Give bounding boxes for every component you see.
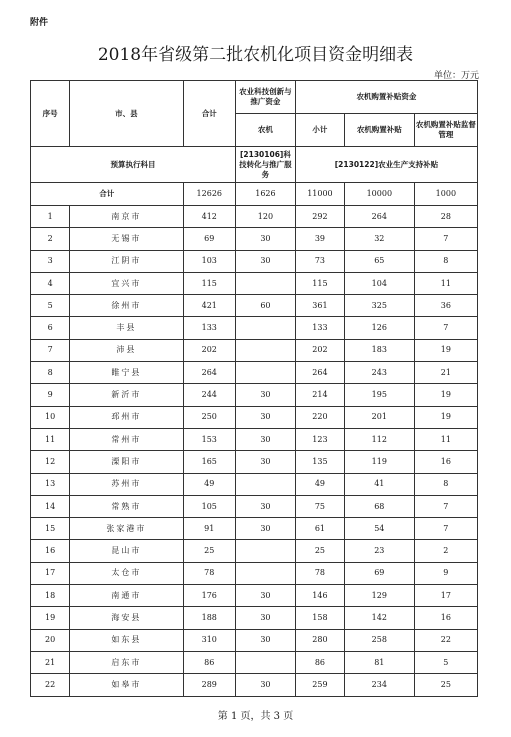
cell-seq: 4 [31, 272, 70, 294]
cell-supervision: 9 [414, 562, 477, 584]
cell-purchase: 23 [344, 540, 414, 562]
cell-seq: 5 [31, 295, 70, 317]
cell-tech: 30 [235, 250, 295, 272]
cell-supervision: 36 [414, 295, 477, 317]
cell-seq: 1 [31, 206, 70, 228]
cell-purchase: 104 [344, 272, 414, 294]
cell-city: 宜兴市 [70, 272, 183, 294]
cell-supervision: 8 [414, 473, 477, 495]
cell-supervision: 19 [414, 339, 477, 361]
table-row [31, 674, 478, 696]
tech-budget-subject: [2130106]科技转化与推广服务 [235, 147, 295, 183]
cell-total: 153 [183, 428, 235, 450]
cell-total: 86 [183, 651, 235, 673]
cell-seq: 20 [31, 629, 70, 651]
cell-subtotal: 292 [295, 206, 344, 228]
subsidy-budget-subject: [2130122]农业生产支持补贴 [295, 147, 477, 183]
cell-city: 南通市 [70, 585, 183, 607]
cell-total: 421 [183, 295, 235, 317]
cell-supervision: 21 [414, 362, 477, 384]
table-row [31, 607, 478, 629]
cell-purchase: 129 [344, 585, 414, 607]
cell-subtotal: 214 [295, 384, 344, 406]
cell-seq: 13 [31, 473, 70, 495]
cell-tech: 30 [235, 428, 295, 450]
cell-purchase: 183 [344, 339, 414, 361]
cell-tech [235, 272, 295, 294]
cell-subtotal: 280 [295, 629, 344, 651]
cell-total: 91 [183, 518, 235, 540]
cell-subtotal: 25 [295, 540, 344, 562]
cell-total: 49 [183, 473, 235, 495]
cell-tech: 30 [235, 607, 295, 629]
cell-purchase: 119 [344, 451, 414, 473]
cell-purchase: 258 [344, 629, 414, 651]
cell-tech [235, 651, 295, 673]
cell-purchase: 243 [344, 362, 414, 384]
header-subsidy-fund: 农机购置补贴资金 [295, 81, 477, 114]
cell-purchase: 68 [344, 495, 414, 517]
cell-tech: 30 [235, 451, 295, 473]
cell-supervision: 16 [414, 451, 477, 473]
table-row [31, 406, 478, 428]
cell-tech: 60 [235, 295, 295, 317]
cell-seq: 15 [31, 518, 70, 540]
cell-subtotal: 259 [295, 674, 344, 696]
cell-seq: 2 [31, 228, 70, 250]
cell-seq: 6 [31, 317, 70, 339]
total-tech: 1626 [235, 183, 295, 206]
cell-purchase: 264 [344, 206, 414, 228]
cell-seq: 19 [31, 607, 70, 629]
cell-tech [235, 339, 295, 361]
cell-city: 如皋市 [70, 674, 183, 696]
total-subtotal: 11000 [295, 183, 344, 206]
page-title: 2018年省级第二批农机化项目资金明细表 [97, 45, 414, 65]
table-row [31, 384, 478, 406]
cell-seq: 3 [31, 250, 70, 272]
header-city: 市、县 [70, 81, 183, 147]
cell-subtotal: 264 [295, 362, 344, 384]
cell-city: 睢宁县 [70, 362, 183, 384]
cell-subtotal: 220 [295, 406, 344, 428]
table-row [31, 295, 478, 317]
cell-purchase: 69 [344, 562, 414, 584]
cell-city: 如东县 [70, 629, 183, 651]
cell-tech: 120 [235, 206, 295, 228]
cell-subtotal: 202 [295, 339, 344, 361]
unit-label: 单位：万元 [433, 71, 479, 81]
cell-total: 25 [183, 540, 235, 562]
cell-city: 沛县 [70, 339, 183, 361]
cell-city: 南京市 [70, 206, 183, 228]
page-footer: 第 1 页，共 3 页 [217, 711, 294, 722]
cell-subtotal: 115 [295, 272, 344, 294]
table-row [31, 206, 478, 228]
cell-seq: 12 [31, 451, 70, 473]
cell-tech [235, 562, 295, 584]
header-total: 合计 [183, 81, 235, 147]
cell-city: 徐州市 [70, 295, 183, 317]
cell-subtotal: 135 [295, 451, 344, 473]
cell-subtotal: 49 [295, 473, 344, 495]
cell-subtotal: 361 [295, 295, 344, 317]
cell-purchase: 195 [344, 384, 414, 406]
cell-seq: 16 [31, 540, 70, 562]
table-row [31, 540, 478, 562]
cell-seq: 8 [31, 362, 70, 384]
total-purchase: 10000 [344, 183, 414, 206]
cell-subtotal: 61 [295, 518, 344, 540]
cell-supervision: 7 [414, 228, 477, 250]
cell-supervision: 8 [414, 250, 477, 272]
cell-total: 105 [183, 495, 235, 517]
table-row [31, 362, 478, 384]
cell-subtotal: 75 [295, 495, 344, 517]
total-supervision: 1000 [414, 183, 477, 206]
cell-purchase: 126 [344, 317, 414, 339]
cell-supervision: 2 [414, 540, 477, 562]
cell-total: 244 [183, 384, 235, 406]
table-row [31, 228, 478, 250]
cell-supervision: 17 [414, 585, 477, 607]
cell-supervision: 25 [414, 674, 477, 696]
header-purchase-subsidy: 农机购置补贴 [344, 114, 414, 147]
cell-subtotal: 78 [295, 562, 344, 584]
table-row [31, 585, 478, 607]
cell-tech: 30 [235, 228, 295, 250]
cell-subtotal: 146 [295, 585, 344, 607]
total-label: 合计 [31, 183, 184, 206]
cell-seq: 9 [31, 384, 70, 406]
cell-total: 188 [183, 607, 235, 629]
table-row [31, 272, 478, 294]
cell-city: 海安县 [70, 607, 183, 629]
table-row [31, 562, 478, 584]
cell-subtotal: 123 [295, 428, 344, 450]
header-tech-fund: 农业科技创新与推广资金 [235, 81, 295, 114]
table-row [31, 451, 478, 473]
cell-supervision: 5 [414, 651, 477, 673]
cell-total: 289 [183, 674, 235, 696]
cell-total: 69 [183, 228, 235, 250]
header-subtotal: 小计 [295, 114, 344, 147]
table-row [31, 651, 478, 673]
cell-tech: 30 [235, 384, 295, 406]
cell-supervision: 19 [414, 406, 477, 428]
cell-city: 昆山市 [70, 540, 183, 562]
cell-purchase: 112 [344, 428, 414, 450]
cell-city: 溧阳市 [70, 451, 183, 473]
cell-seq: 18 [31, 585, 70, 607]
header-seq: 序号 [31, 81, 70, 147]
cell-subtotal: 73 [295, 250, 344, 272]
cell-city: 江阴市 [70, 250, 183, 272]
cell-total: 310 [183, 629, 235, 651]
cell-seq: 21 [31, 651, 70, 673]
cell-seq: 10 [31, 406, 70, 428]
cell-tech: 30 [235, 406, 295, 428]
cell-total: 202 [183, 339, 235, 361]
cell-supervision: 16 [414, 607, 477, 629]
cell-city: 常州市 [70, 428, 183, 450]
cell-supervision: 7 [414, 317, 477, 339]
cell-supervision: 19 [414, 384, 477, 406]
cell-seq: 7 [31, 339, 70, 361]
cell-total: 250 [183, 406, 235, 428]
cell-purchase: 54 [344, 518, 414, 540]
cell-total: 78 [183, 562, 235, 584]
table-row [31, 339, 478, 361]
funding-table [30, 80, 478, 697]
cell-city: 启东市 [70, 651, 183, 673]
cell-city: 张家港市 [70, 518, 183, 540]
cell-purchase: 81 [344, 651, 414, 673]
cell-supervision: 7 [414, 518, 477, 540]
cell-city: 无锡市 [70, 228, 183, 250]
cell-total: 264 [183, 362, 235, 384]
cell-supervision: 11 [414, 428, 477, 450]
cell-seq: 17 [31, 562, 70, 584]
cell-total: 412 [183, 206, 235, 228]
header-supervision: 农机购置补贴监督管理 [414, 114, 477, 147]
cell-tech [235, 317, 295, 339]
cell-city: 新沂市 [70, 384, 183, 406]
cell-subtotal: 86 [295, 651, 344, 673]
cell-seq: 11 [31, 428, 70, 450]
cell-purchase: 41 [344, 473, 414, 495]
cell-tech [235, 362, 295, 384]
cell-supervision: 11 [414, 272, 477, 294]
header-row-1 [31, 81, 478, 114]
total-amount: 12626 [183, 183, 235, 206]
cell-tech: 30 [235, 518, 295, 540]
table-row [31, 317, 478, 339]
cell-total: 133 [183, 317, 235, 339]
budget-subject-label: 预算执行科目 [31, 147, 236, 183]
cell-supervision: 22 [414, 629, 477, 651]
cell-total: 103 [183, 250, 235, 272]
table-row [31, 473, 478, 495]
header-tech-sub: 农机 [235, 114, 295, 147]
cell-tech: 30 [235, 629, 295, 651]
table-row [31, 495, 478, 517]
cell-city: 苏州市 [70, 473, 183, 495]
attachment-label: 附件 [30, 18, 49, 28]
cell-subtotal: 158 [295, 607, 344, 629]
total-row [31, 183, 478, 206]
cell-subtotal: 133 [295, 317, 344, 339]
cell-purchase: 201 [344, 406, 414, 428]
cell-tech [235, 473, 295, 495]
table-row [31, 629, 478, 651]
cell-tech: 30 [235, 585, 295, 607]
cell-city: 丰县 [70, 317, 183, 339]
cell-city: 常熟市 [70, 495, 183, 517]
cell-tech [235, 540, 295, 562]
cell-purchase: 234 [344, 674, 414, 696]
cell-subtotal: 39 [295, 228, 344, 250]
cell-supervision: 7 [414, 495, 477, 517]
cell-purchase: 65 [344, 250, 414, 272]
budget-subject-row [31, 147, 478, 183]
cell-purchase: 325 [344, 295, 414, 317]
cell-purchase: 142 [344, 607, 414, 629]
cell-seq: 22 [31, 674, 70, 696]
cell-tech: 30 [235, 495, 295, 517]
cell-city: 太仓市 [70, 562, 183, 584]
cell-seq: 14 [31, 495, 70, 517]
cell-tech: 30 [235, 674, 295, 696]
cell-city: 邳州市 [70, 406, 183, 428]
table-row [31, 428, 478, 450]
cell-total: 165 [183, 451, 235, 473]
table-row [31, 518, 478, 540]
cell-total: 115 [183, 272, 235, 294]
table-row [31, 250, 478, 272]
cell-purchase: 32 [344, 228, 414, 250]
cell-total: 176 [183, 585, 235, 607]
cell-supervision: 28 [414, 206, 477, 228]
